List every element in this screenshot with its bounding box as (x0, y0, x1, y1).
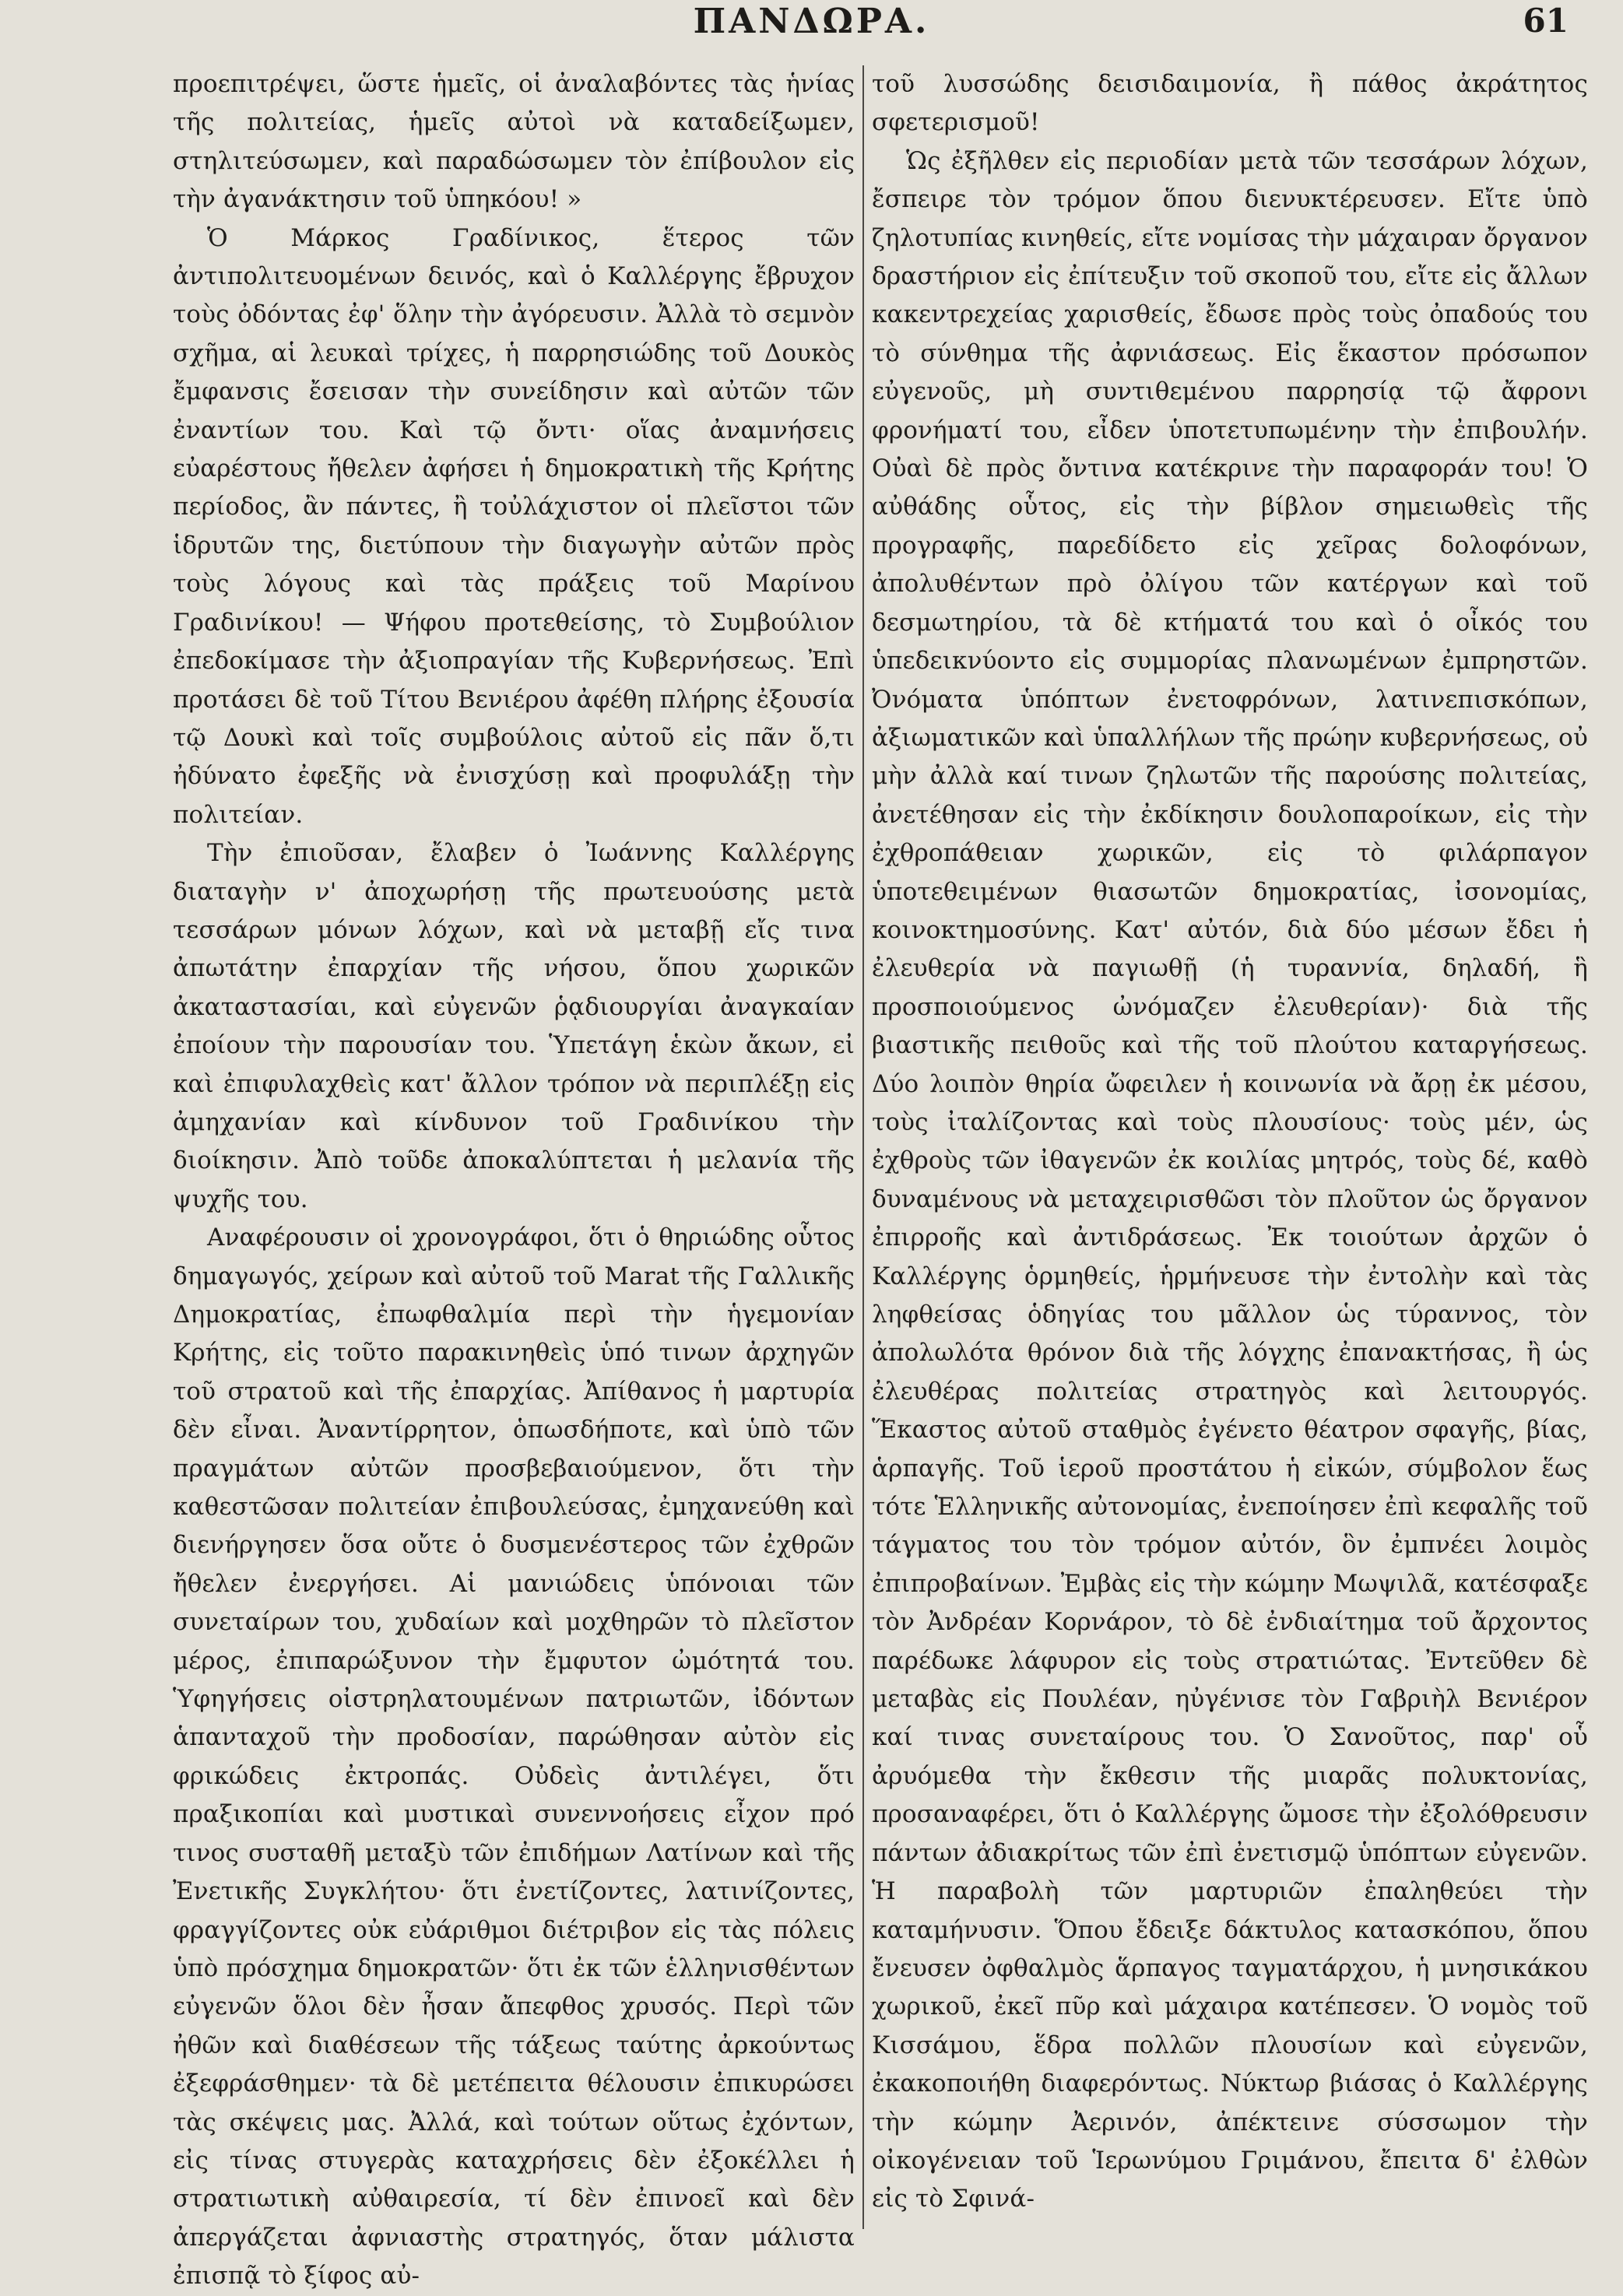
page-header (0, 0, 1623, 47)
running-title: ΠΑΝΔΩΡΑ. (693, 2, 930, 41)
paragraph: Τὴν ἐπιοῦσαν, ἔλαβεν ὁ Ἰωάννης Καλλέργης διαταγὴν ν' ἀποχωρήσῃ τῆς πρωτευούσης μετὰ τεσσάρων μόνων λόχων, καὶ νὰ μεταβῇ εἴς τινα ἀπωτάτην ἐπαρχίαν τῆς νήσου, ὅπου χωρικῶν ἀκαταστασίαι, καὶ εὐγενῶν ῥᾳδιουργίαι ἀναγκαίαν ἐποίουν τὴν παρουσίαν του. Ὑπετάγη ἑκὼν ἄκων, εἰ καὶ ἐπιφυλαχθεὶς κατ' ἄλλον τρόπον νὰ περιπλέξῃ εἰς ἀμηχανίαν καὶ κίνδυνον τοῦ Γραδινίκου τὴν διοίκησιν. Ἀπὸ τοῦδε ἀποκαλύπτεται ἡ μελανία τῆς ψυχῆς του. (173, 839, 855, 1213)
paragraph: Αναφέρουσιν οἱ χρονογράφοι, ὅτι ὁ θηριώδης οὗτος δημαγωγός, χείρων καὶ αὐτοῦ τοῦ Marat τῆς Γαλλικῆς Δημοκρατίας, ἐπωφθαλμία περὶ τὴν ἡγεμονίαν Κρήτης, εἰς τοῦτο παρακινηθεὶς ὑπό τινων ἀρχηγῶν τοῦ στρατοῦ καὶ τῆς ἐπαρχίας. Ἀπίθανος ἡ μαρτυρία δὲν εἶναι. Ἀναντίρρητον, ὁπωσδήποτε, καὶ ὑπὸ τῶν πραγμάτων αὐτῶν προσβεβαιούμενον, ὅτι τὴν καθεστῶσαν πολιτείαν ἐπιβουλεύσας, ἐμηχανεύθη καὶ διενήργησεν ὅσα οὔτε ὁ δυσμενέστερος τῶν ἐχθρῶν ἤθελεν ἐνεργήσει. Αἱ μανιώδεις ὑπόνοιαι τῶν συνεταίρων του, χυδαίων καὶ μοχθηρῶν τὸ πλεῖστον μέρος, ἐπιπαρώξυνον τὴν ἔμφυτον ὠμότητά του. Ὑφηγήσεις οἰστρηλατουμένων πατριωτῶν, ἰδόντων ἁπανταχοῦ τὴν προδοσίαν, παρώθησαν αὐτὸν εἰς φρικώδεις ἐκτροπάς. Οὐδεὶς ἀντιλέγει, ὅτι πραξικοπίαι καὶ μυστικαὶ συνεννοήσεις εἶχον πρό τινος συσταθῆ μεταξὺ τῶν ἐπιδήμων Λατίνων καὶ τῆς Ἐνετικῆς Συγκλήτου· ὅτι ἐνετίζοντες, λατινίζοντες, φραγγίζοντες οὐκ εὐάριθμοι διέτριβον εἰς τὰς πόλεις ὑπὸ πρόσχημα δημοκρατῶν· ὅτι ἐκ τῶν ἑλληνισθέντων εὐγενῶν ὅλοι δὲν ἦσαν ἄπεφθος χρυσός. Περὶ τῶν ἠθῶν καὶ διαθέσεων τῆς τάξεως ταύτης ἀρκούντως ἐξεφράσθημεν· τὰ δὲ μετέπειτα θέλουσιν ἐπικυρώσει τὰς σκέψεις μας. Ἀλλά, καὶ τούτων οὕτως ἐχόντων, εἰς τίνας στυγερὰς καταχρήσεις δὲν ἐξοκέλλει ἡ στρατιωτικὴ αὐθαιρεσία, τί δὲν ἐπινοεῖ καὶ δὲν ἀπεργάζεται ἀφνιαστὴς στρατηγός, ὅταν μάλιστα ἐπισπᾷ τὸ ξίφος αὐ- (173, 1223, 855, 2291)
right-column (872, 65, 1588, 2219)
left-column (173, 65, 855, 2296)
paragraph: Ὁ Μάρκος Γραδίνικος, ἕτερος τῶν ἀντιπολιτευομένων δεινός, καὶ ὁ Καλλέργης ἔβρυχον τοὺς ὀδόντας ἐφ' ὅλην τὴν ἀγόρευσιν. Ἀλλὰ τὸ σεμνὸν σχῆμα, αἱ λευκαὶ τρίχες, ἡ παρρησιώδης τοῦ Δουκὸς ἔμφανσις ἔσεισαν τὴν συνείδησιν καὶ αὐτῶν τῶν ἐναντίων του. Καὶ τῷ ὄντι· οἵας ἀναμνήσεις εὐαρέστους ἤθελεν ἀφήσει ἡ δημοκρατικὴ τῆς Κρήτης περίοδος, ἂν πάντες, ἢ τοὐλάχιστον οἱ πλεῖστοι τῶν ἱδρυτῶν της, διετύπουν τὴν διαγωγὴν αὐτῶν πρὸς τοὺς λόγους καὶ τὰς πράξεις τοῦ Μαρίνου Γραδινίκου! — Ψήφου προτεθείσης, τὸ Συμβούλιον ἐπεδοκίμασε τὴν ἀξιοπραγίαν τῆς Κυβερνήσεως. Ἐπὶ προτάσει δὲ τοῦ Τίτου Βενιέρου ἀφέθη πλήρης ἐξουσία τῷ Δουκὶ καὶ τοῖς συμβούλοις αὐτοῦ εἰς πᾶν ὅ,τι ἠδύνατο ἐφεξῆς νὰ ἐνισχύσῃ καὶ προφυλάξῃ τὴν πολιτείαν. (173, 223, 855, 829)
paragraph: Ὡς ἐξῆλθεν εἰς περιοδίαν μετὰ τῶν τεσσάρων λόχων, ἔσπειρε τὸν τρόμον ὅπου διενυκτέρευσεν. Εἴτε ὑπὸ ζηλοτυπίας κινηθείς, εἴτε νομίσας τὴν μάχαιραν ὄργανον δραστήριον εἰς ἐπίτευξιν τοῦ σκοποῦ του, εἴτε εἰς ἄλλων κακεντρεχείας χαρισθείς, ἔδωσε πρὸς τοὺς ὀπαδούς του τὸ σύνθημα τῆς ἀφνιάσεως. Εἰς ἕκαστον πρόσωπον εὐγενοῦς, μὴ συντιθεμένου παρρησίᾳ τῷ ἄφρονι φρονήματί του, εἶδεν ὑποτετυπωμένην τὴν ἐπιβουλήν. Οὐαὶ δὲ πρὸς ὄντινα κατέκρινε τὴν παραφοράν του! Ὁ αὐθάδης οὗτος, εἰς τὴν βίβλον σημειωθεὶς τῆς προγραφῆς, παρεδίδετο εἰς χεῖρας δολοφόνων, ἀπολυθέντων πρὸ ὀλίγου τῶν κατέργων καὶ τοῦ δεσμωτηρίου, τὰ δὲ κτήματά του καὶ ὁ οἶκός του ὑπεδεικνύοντο εἰς συμμορίας πλανωμένων ἐμπρηστῶν. Ὀνόματα ὑπόπτων ἐνετοφρόνων, λατινεπισκόπων, ἀξιωματικῶν καὶ ὑπαλλήλων τῆς πρώην κυβερνήσεως, οὐ μὴν ἀλλὰ καί τινων ζηλωτῶν τῆς παρούσης πολιτείας, ἀνετέθησαν εἰς τὴν ἐκδίκησιν δουλοπαροίκων, εἰς τὴν ἐχθροπάθειαν χωρικῶν, εἰς τὸ φιλάρπαγον ὑποτεθειμένων θιασωτῶν δημοκρατίας, ἰσονομίας, κοινοκτημοσύνης. Κατ' αὐτόν, διὰ δύο μέσων ἔδει ἡ ἐλευθερία νὰ παγιωθῇ (ἡ τυραννία, δηλαδή, ἣ προσποιούμενος ὠνόμαζεν ἐλευθερίαν)· διὰ τῆς βιαστικῆς πειθοῦς καὶ τῆς τοῦ πλούτου καταργήσεως. Δύο λοιπὸν θηρία ὤφειλεν ἡ κοινωνία νὰ ἄρῃ ἐκ μέσου, τοὺς ἰταλίζοντας καὶ τοὺς πλουσίους· τοὺς μέν, ὡς ἐχθροὺς τῶν ἰθαγενῶν ἐκ κοιλίας μητρός, τοὺς δέ, καθὸ δυναμένους νὰ μεταχειρισθῶσι τὸν πλοῦτον ὡς ὄργανον ἐπιρροῆς καὶ ἀντιδράσεως. Ἐκ τοιούτων ἀρχῶν ὁ Καλλέργης ὁρμηθείς, ἡρμήνευσε τὴν ἐντολὴν καὶ τὰς ληφθείσας ὁδηγίας του μᾶλλον ὡς τύραννος, τὸν ἀπολωλότα θρόνον διὰ τῆς λόγχης ἐπανακτήσας, ἢ ὡς ἐλευθέρας πολιτείας στρατηγὸς καὶ λειτουργός. Ἕκαστος αὐτοῦ σταθμὸς ἐγένετο θέατρον σφαγῆς, βίας, ἁρπαγῆς. Τοῦ ἱεροῦ προστάτου ἡ εἰκών, σύμβολον ἕως τότε Ἑλληνικῆς αὐτονομίας, ἐνεποίησεν ἐπὶ κεφαλῆς τοῦ τάγματος του τὸν τρόμον αὐτόν, ὃν ἐμπνέει λοιμὸς ἐπιπροβαίνων. Ἐμβὰς εἰς τὴν κώμην Μωψιλᾶ, κατέσφαξε τὸν Ἀνδρέαν Κορνάρον, τὸ δὲ ἐνδιαίτημα τοῦ ἄρχοντος παρέδωκε λάφυρον εἰς τοὺς στρατιώτας. Ἐντεῦθεν δὲ μεταβὰς εἰς Πουλέαν, ηὐγένισε τὸν Γαβριὴλ Βενιέρον καί τινας συνεταίρους του. Ὁ Σανοῦτος, παρ' οὗ ἀρυόμεθα τὴν ἔκθεσιν τῆς μιαρᾶς πολυκτονίας, προσαναφέρει, ὅτι ὁ Καλλέργης ὤμοσε τὴν ἐξολόθρευσιν πάντων ἀδιακρίτως τῶν ἐπὶ ἐνετισμῷ ὑπόπτων εὐγενῶν. Ἡ παραβολὴ τῶν μαρτυριῶν ἐπαληθεύει τὴν καταμήνυσιν. Ὅπου ἔδειξε δάκτυλος κατασκόπου, ὅπου ἔνευσεν ὀφθαλμὸς ἅρπαγος ταγματάρχου, ἡ μνησικάκου χωρικοῦ, ἐκεῖ πῦρ καὶ μάχαιρα κατέπεσεν. Ὁ νομὸς τοῦ Κισσάμου, ἕδρα πολλῶν πλουσίων καὶ εὐγενῶν, ἐκακοποιήθη διαφερόντως. Νύκτωρ βιάσας ὁ Καλλέργης τὴν κώμην Ἀερινόν, ἀπέκτεινε σύσσωμον τὴν οἰκογένειαν τοῦ Ἱερωνύμου Γριμάνου, ἔπειτα δ' ἐλθὼν εἰς τὸ Σφινά- (872, 146, 1588, 2213)
paragraph: προεπιτρέψει, ὥστε ἡμεῖς, οἱ ἀναλαβόντες τὰς ἡνίας τῆς πολιτείας, ἡμεῖς αὐτοὶ νὰ καταδείξωμεν, στηλιτεύσωμεν, καὶ παραδώσωμεν τὸν ἐπίβουλον εἰς τὴν ἀγανάκτησιν τοῦ ὑπηκόου! » (173, 70, 855, 214)
paragraph: τοῦ λυσσώδης δεισιδαιμονία, ἢ πάθος ἀκράτητος σφετερισμοῦ! (872, 70, 1588, 137)
column-divider (862, 65, 864, 2229)
page-number: 61 (1523, 2, 1569, 40)
